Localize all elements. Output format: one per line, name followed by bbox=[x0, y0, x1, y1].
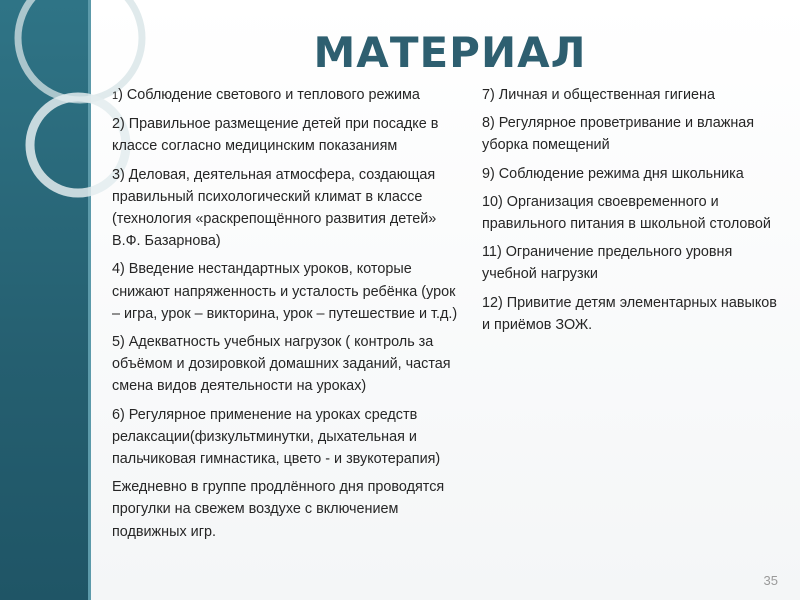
page-number: 35 bbox=[763, 573, 778, 588]
list-item-11: 11) Ограничение предельного уровня учебной нагрузки bbox=[482, 244, 733, 283]
list-item-6: 6) Регулярное применение на уроках средств релаксации(физкультминутки, дыхательная и пальчиковая гимнастика, цвето - и звукотерапия) bbox=[112, 406, 441, 468]
list-item-4: 4) Введение нестандартных уроков, которые снижают напряженность и усталость ребёнка (урок – игра, урок – викторина, урок – путешествие и т.д.) bbox=[112, 261, 458, 322]
closing-note: Ежедневно в группе продлённого дня проводятся прогулки на свежем воздухе с включением подвижных игр. bbox=[112, 479, 445, 540]
list-item-7: 7) Личная и общественная гигиена bbox=[482, 87, 715, 103]
slide-title: МАТЕРИАЛ bbox=[313, 28, 587, 77]
list-item-5: 5) Адекватность учебных нагрузок ( контроль за объёмом и дозировкой домашних заданий, частая смена видов деятельности на уроках) bbox=[112, 334, 451, 395]
list-item-1 bbox=[112, 84, 462, 107]
list-item-9: 9) Соблюдение режима дня школьника bbox=[482, 165, 744, 182]
list-item-8: 8) Регулярное проветривание и влажная уборка помещений bbox=[482, 115, 755, 154]
list-item-12: 12) Привитие детям элементарных навыков и приёмов ЗОЖ. bbox=[482, 294, 777, 333]
list-item-3: 3) Деловая, деятельная атмосфера, создающая правильный психологический климат в классе (технология «раскрепощённого развития детей» В.Ф. Базарнова) bbox=[112, 166, 437, 250]
left-column bbox=[112, 84, 462, 549]
list-item-1-text: ) Соблюдение светового и теплового режима bbox=[118, 87, 420, 103]
list-item-1-number: 1 bbox=[112, 90, 119, 102]
list-item-2: 2) Правильное размещение детей при посадке в классе согласно медицинским показаниям bbox=[112, 116, 439, 155]
right-column bbox=[482, 84, 782, 342]
list-item-10: 10) Организация своевременного и правильного питания в школьной столовой bbox=[482, 193, 771, 233]
